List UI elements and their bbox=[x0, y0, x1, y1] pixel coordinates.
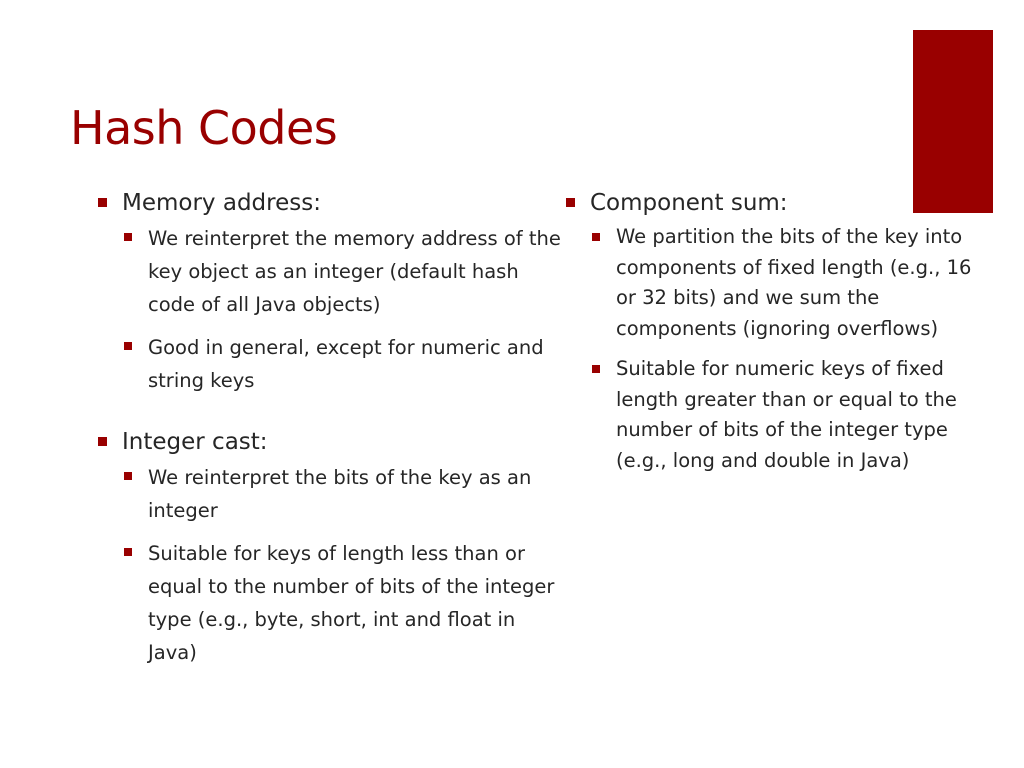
sub-list-component-sum bbox=[566, 222, 986, 476]
sub-bullet-text: We reinterpret the bits of the key as an integer bbox=[148, 466, 532, 522]
sub-list-integer-cast bbox=[98, 461, 568, 669]
sub-bullet bbox=[566, 222, 986, 344]
sub-bullet-text: Good in general, except for numeric and string keys bbox=[148, 336, 544, 392]
bullet-integer-cast bbox=[98, 425, 568, 459]
left-column bbox=[98, 186, 568, 679]
square-bullet-icon bbox=[124, 548, 132, 556]
square-bullet-icon bbox=[98, 198, 107, 207]
square-bullet-icon bbox=[98, 437, 107, 446]
sub-bullet bbox=[98, 537, 568, 669]
bullet-heading: Component sum: bbox=[590, 190, 788, 216]
square-bullet-icon bbox=[592, 365, 600, 373]
bullet-memory-address bbox=[98, 186, 568, 220]
bullet-component-sum bbox=[566, 186, 986, 220]
square-bullet-icon bbox=[124, 342, 132, 350]
sub-bullet bbox=[98, 331, 568, 397]
square-bullet-icon bbox=[124, 472, 132, 480]
sub-bullet-text: We partition the bits of the key into components of fixed length (e.g., 16 or 32 bits) and we sum the components (ignoring overflows) bbox=[616, 225, 972, 340]
sub-bullet-text: Suitable for keys of length less than or equal to the number of bits of the integer type (e.g., byte, short, int and float in Java) bbox=[148, 542, 555, 664]
sub-bullet-text: We reinterpret the memory address of the key object as an integer (default hash code of all Java objects) bbox=[148, 227, 561, 316]
sub-list-memory-address bbox=[98, 222, 568, 397]
right-column bbox=[566, 186, 986, 486]
sub-bullet bbox=[566, 354, 986, 476]
square-bullet-icon bbox=[124, 233, 132, 241]
slide-title: Hash Codes bbox=[70, 101, 338, 155]
bullet-heading: Integer cast: bbox=[122, 429, 268, 455]
sub-bullet bbox=[98, 461, 568, 527]
square-bullet-icon bbox=[566, 198, 575, 207]
sub-bullet-text: Suitable for numeric keys of fixed length greater than or equal to the number of bits of the integer type (e.g., long and double in Java) bbox=[616, 357, 957, 472]
sub-bullet bbox=[98, 222, 568, 321]
bullet-heading: Memory address: bbox=[122, 190, 321, 216]
square-bullet-icon bbox=[592, 233, 600, 241]
